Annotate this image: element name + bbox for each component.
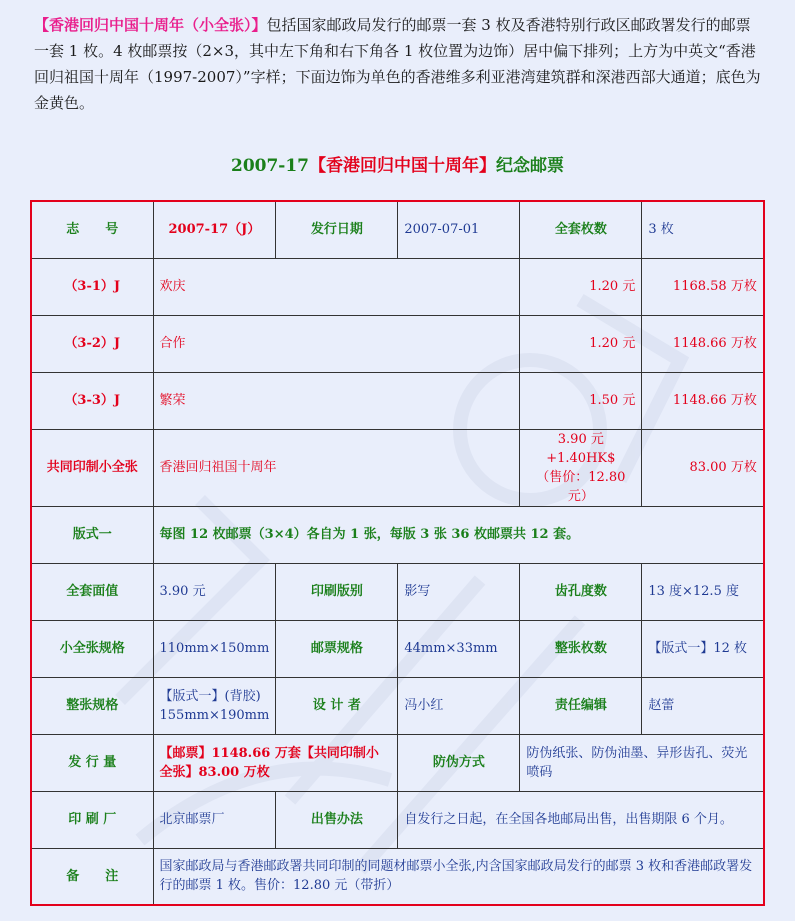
designer-label: 设 计 者 [276, 677, 398, 734]
sheet-size [153, 677, 276, 734]
table-row [31, 201, 764, 258]
table-row [31, 848, 764, 905]
remarks-label: 备 注 [31, 848, 153, 905]
table-row [31, 791, 764, 848]
perforation: 13 度×12.5 度 [642, 563, 764, 620]
editor-label: 责任编辑 [520, 677, 642, 734]
remarks: 国家邮政局与香港邮政署共同印制的同题材邮票小全张,内含国家邮政局发行的邮票 3 枚和香港邮政署发行的邮票 1 枚。售价：12.80 元（带折） [153, 848, 764, 905]
stamp-name: 欢庆 [153, 258, 520, 315]
face-value: 3.90 元 [153, 563, 276, 620]
stamp-quantity: 1148.66 万枚 [642, 372, 764, 429]
sheetlet-name: 香港回归祖国十周年 [153, 429, 520, 506]
sheetlet-value-line-2: （售价：12.80 元） [536, 469, 626, 504]
sheetlet-label: 共同印制小全张 [31, 429, 153, 506]
title-suffix: 纪念邮票 [496, 156, 565, 176]
title-prefix: 2007-17 [230, 156, 310, 176]
table-row [31, 563, 764, 620]
sheet-count [642, 620, 764, 677]
table-row [31, 429, 764, 506]
issue-date-value: 2007-07-01 [398, 201, 520, 258]
security-features: 防伪纸张、防伪油墨、异形齿孔、荧光喷码 [520, 734, 764, 791]
stamp-code: （3-1）J [31, 258, 153, 315]
stamp-info-table [30, 200, 765, 906]
printer-label: 印 刷 厂 [31, 791, 153, 848]
sheetlet-quantity: 83.00 万枚 [642, 429, 764, 506]
intro-highlight: 【香港回归中国十周年（小全张）】 [34, 16, 267, 34]
stamp-code: （3-2）J [31, 315, 153, 372]
sheet-count-label: 整张枚数 [520, 620, 642, 677]
stamp-value: 1.20 元 [520, 258, 642, 315]
format-label: 版式一 [31, 506, 153, 563]
set-count-label: 全套枚数 [520, 201, 642, 258]
table-row [31, 258, 764, 315]
intro-text: 包括国家邮政局发行的邮票一套 3 枚及香港特别行政区邮政署发行的邮票一套 1 枚。4 枚邮票按（2×3，其中左下角和右下角各 1 枚位置为边饰）居中偏下排列；上方为中英文“香港回归祖国十周年（1997-2007）”字样；下面边饰为单色的香港维多利亚港湾建筑群和深港西部大通道；底色为金黄色。 [34, 16, 761, 112]
sheetlet-size: 110mm×150mm [153, 620, 276, 677]
sheet-size-label: 整张规格 [31, 677, 153, 734]
zhi-hao-value: 2007-17（J） [153, 201, 276, 258]
page-title [0, 153, 795, 179]
set-count-value: 3 枚 [642, 201, 764, 258]
designer: 冯小红 [398, 677, 520, 734]
stamp-size: 44mm×33mm [398, 620, 520, 677]
sale-method: 自发行之日起，在全国各地邮局出售，出售期限 6 个月。 [398, 791, 764, 848]
stamp-name: 合作 [153, 315, 520, 372]
sheetlet-value [520, 429, 642, 506]
stamp-value: 1.50 元 [520, 372, 642, 429]
title-name: 【香港回归中国十周年】 [309, 156, 497, 176]
issue-date-label: 发行日期 [276, 201, 398, 258]
security-label: 防伪方式 [398, 734, 520, 791]
table-row [31, 315, 764, 372]
issue-quantity: 【邮票】1148.66 万套【共同印制小全张】83.00 万枚 [153, 734, 398, 791]
editor: 赵蕾 [642, 677, 764, 734]
sheet-count-value: 12 枚 [713, 641, 748, 656]
table-row [31, 620, 764, 677]
zhi-hao-label: 志 号 [31, 201, 153, 258]
sheetlet-value-line-1: 3.90 元+1.40HK$ [546, 431, 616, 466]
table-row [31, 677, 764, 734]
face-value-label: 全套面值 [31, 563, 153, 620]
sheet-size-line-2: 155mm×190mm [159, 707, 270, 723]
table-row [31, 734, 764, 791]
sheet-count-tag: 【版式一】 [648, 641, 714, 656]
table-row [31, 506, 764, 563]
print-method-label: 印刷版别 [276, 563, 398, 620]
stamp-code: （3-3）J [31, 372, 153, 429]
printer: 北京邮票厂 [153, 791, 276, 848]
format-text: 每图 12 枚邮票（3×4）各自为 1 张，每版 3 张 36 枚邮票共 12 套。 [153, 506, 764, 563]
table-row [31, 372, 764, 429]
stamp-quantity: 1168.58 万枚 [642, 258, 764, 315]
sheetlet-size-label: 小全张规格 [31, 620, 153, 677]
sale-method-label: 出售办法 [276, 791, 398, 848]
stamp-value: 1.20 元 [520, 315, 642, 372]
print-method: 影写 [398, 563, 520, 620]
stamp-quantity: 1148.66 万枚 [642, 315, 764, 372]
issue-quantity-label: 发 行 量 [31, 734, 153, 791]
intro-paragraph [34, 12, 764, 116]
sheet-size-line-1: 【版式一】(背胶) [159, 688, 261, 704]
perforation-label: 齿孔度数 [520, 563, 642, 620]
stamp-size-label: 邮票规格 [276, 620, 398, 677]
stamp-name: 繁荣 [153, 372, 520, 429]
